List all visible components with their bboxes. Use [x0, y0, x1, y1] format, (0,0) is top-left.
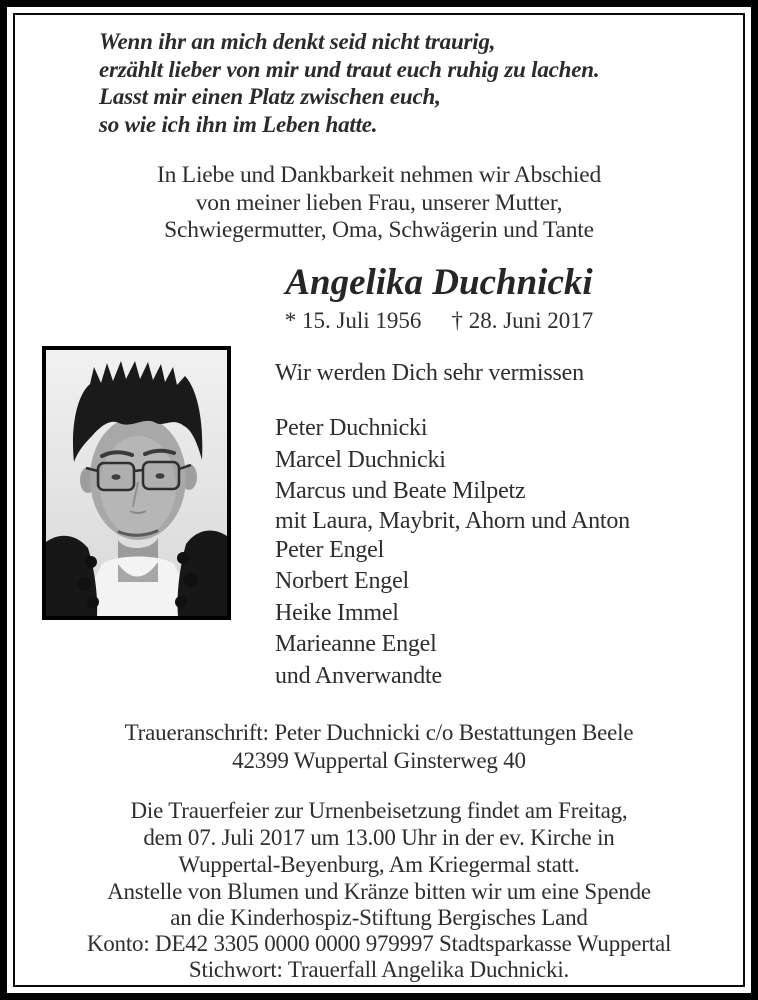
life-dates [135, 307, 743, 334]
obituary-inner-frame [13, 13, 745, 987]
donation-line: Stichwort: Trauerfall Angelika Duchnicki. [188, 957, 570, 982]
mourner-name: Peter Duchnicki [275, 415, 428, 441]
mourner-name: Marieanne Engel [275, 631, 437, 657]
donation-info [15, 879, 743, 983]
intro-line: von meiner lieben Frau, unserer Mutter, [195, 189, 563, 216]
mourners-column [275, 346, 630, 693]
birth-date: * 15. Juli 1956 [284, 307, 422, 333]
mourner-name: Heike Immel [275, 599, 399, 626]
donation-line: Anstelle von Blumen und Kränze bitten wir um eine Spende [107, 879, 651, 904]
mourner-name: Norbert Engel [275, 568, 410, 594]
portrait-photo [42, 346, 231, 620]
funeral-info [15, 797, 743, 878]
deceased-name-block [135, 261, 743, 334]
address-line: 42399 Wuppertal Ginsterweg 40 [232, 747, 526, 773]
photo-and-mourners-row [15, 346, 743, 693]
intro-line: Schwiegermutter, Oma, Schwägerin und Tante [164, 217, 594, 243]
donation-line: an die Kinderhospiz-Stiftung Bergisches Land [170, 905, 588, 930]
mourner-name: Marcel Duchnicki [275, 446, 446, 473]
intro-line: In Liebe und Dankbarkeit nehmen wir Abschied [156, 162, 602, 188]
mourner-name: Marcus und Beate Milpetz [275, 478, 526, 504]
mourner-name: Peter Engel [275, 536, 385, 563]
death-date: † 28. Juni 2017 [451, 307, 594, 333]
mourners-list [275, 413, 630, 692]
farewell-line: Wir werden Dich sehr vermissen [275, 359, 584, 386]
mourner-name: und Anverwandte [275, 662, 442, 689]
poem-line: erzählt lieber von mir und traut euch ruhig zu lachen. [99, 56, 600, 82]
donation-line: Konto: DE42 3305 0000 0000 979997 Stadtsparkasse Wuppertal [86, 931, 672, 956]
funeral-line: dem 07. Juli 2017 um 13.00 Uhr in der ev. Kirche in [143, 825, 615, 850]
intro-text [15, 162, 743, 245]
funeral-line: Die Trauerfeier zur Urnenbeisetzung findet am Freitag, [130, 798, 628, 823]
poem-line: Lasst mir einen Platz zwischen euch, [99, 84, 441, 109]
address-line: Traueranschrift: Peter Duchnicki c/o Bestattungen Beele [124, 720, 634, 745]
poem-line: Wenn ihr an mich denkt seid nicht traurig, [99, 29, 496, 54]
mourner-name-continued: mit Laura, Maybrit, Ahorn und Anton [275, 507, 630, 534]
memorial-poem [99, 28, 743, 138]
funeral-line: Wuppertal-Beyenburg, Am Kriegermal statt. [178, 852, 580, 877]
mourning-address [15, 719, 743, 774]
poem-line: so wie ich ihn im Leben hatte. [99, 111, 378, 137]
deceased-name: Angelika Duchnicki [285, 261, 593, 303]
portrait-photo-drawing [46, 350, 227, 616]
